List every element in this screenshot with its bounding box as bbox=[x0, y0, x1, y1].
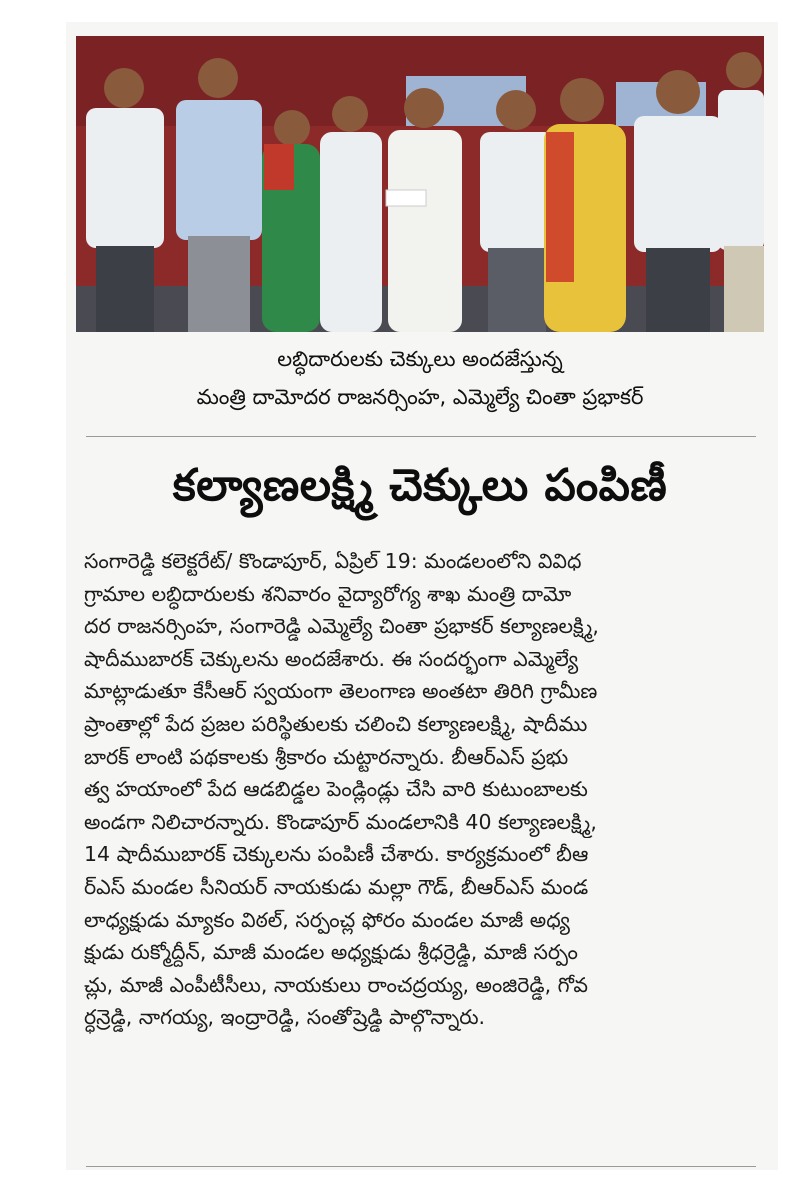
bottom-divider bbox=[86, 1166, 756, 1167]
article-line: చ్లు, మాజీ ఎంపీటీసీలు, నాయకులు రాంచద్రయ్య, అంజిరెడ్డి, గోవ bbox=[84, 972, 589, 997]
article-line: షాదీముబారక్ చెక్కులను అందజేశారు. ఈ సందర్భంగా ఎమ్మెల్యే bbox=[84, 646, 579, 671]
article-line: ప్రాంతాల్లో పేద ప్రజల పరిస్థితులకు చలించి కల్యాణలక్ష్మి, షాదీము bbox=[84, 711, 588, 736]
article-line: ర్ఎస్ మండల సీనియర్ నాయకుడు మల్లా గౌడ్, బీఆర్ఎస్ మండ bbox=[84, 874, 589, 899]
article-line: బారక్ లాంటి పథకాలకు శ్రీకారం చుట్టారన్నారు. బీఆర్ఎస్ ప్రభు bbox=[84, 744, 569, 769]
article-line: లాధ్యక్షుడు మ్యాకం విఠల్, సర్పంచ్ల ఫోరం మండల మాజీ అధ్య bbox=[84, 907, 570, 932]
headline: కల్యాణలక్ష్మి చెక్కులు పంపిణీ bbox=[172, 460, 668, 511]
article-line: సంగారెడ్డి కలెక్టరేట్/ కొండాపూర్, ఏప్రిల్ 19: మండలంలోని వివిధ bbox=[84, 549, 582, 573]
news-photo bbox=[76, 36, 764, 332]
article-line: గ్రామాల లబ్ధిదారులకు శనివారం వైద్యారోగ్య శాఖ మంత్రి దామో bbox=[84, 581, 572, 606]
article-body bbox=[84, 545, 764, 1034]
caption-line-2: మంత్రి దామోదర రాజనర్సింహ, ఎమ్మెల్యే చింతా ప్రభాకర్ bbox=[196, 385, 644, 409]
article-line: ర్ధన్రెడ్డి, నాగయ్య, ఇంద్రారెడ్డి, సంతోష్రెడ్డి పాల్గొన్నారు. bbox=[84, 1005, 486, 1030]
article-line: 14 షాదీముబారక్ చెక్కులను పంపిణీ చేశారు. కార్యక్రమంలో బీఆ bbox=[84, 842, 589, 867]
caption-line-1: లబ్ధిదారులకు చెక్కులు అందజేస్తున్న bbox=[277, 347, 563, 371]
article-line: క్షుడు రుక్మోద్దీన్, మాజీ మండల అధ్యక్షుడు శ్రీధర్రెడ్డి, మాజీ సర్పం bbox=[84, 940, 578, 965]
article-line: అండగా నిలిచారన్నారు. కొండాపూర్ మండలానికి 40 కల్యాణలక్ష్మి, bbox=[84, 809, 597, 834]
photo-caption bbox=[76, 340, 764, 416]
caption-divider bbox=[86, 436, 756, 437]
article-line: దర రాజనర్సింహ, సంగారెడ్డి ఎమ్మెల్యే చింతా ప్రభాకర్ కల్యాణలక్ష్మి, bbox=[84, 614, 599, 639]
article-line: మాట్లాడుతూ కేసీఆర్ స్వయంగా తెలంగాణ అంతటా తిరిగి గ్రామీణ bbox=[84, 679, 598, 704]
article-line: త్వ హయాంలో పేద ఆడబిడ్డల పెండ్లిండ్లు చేసి వారి కుటుంబాలకు bbox=[84, 777, 588, 802]
